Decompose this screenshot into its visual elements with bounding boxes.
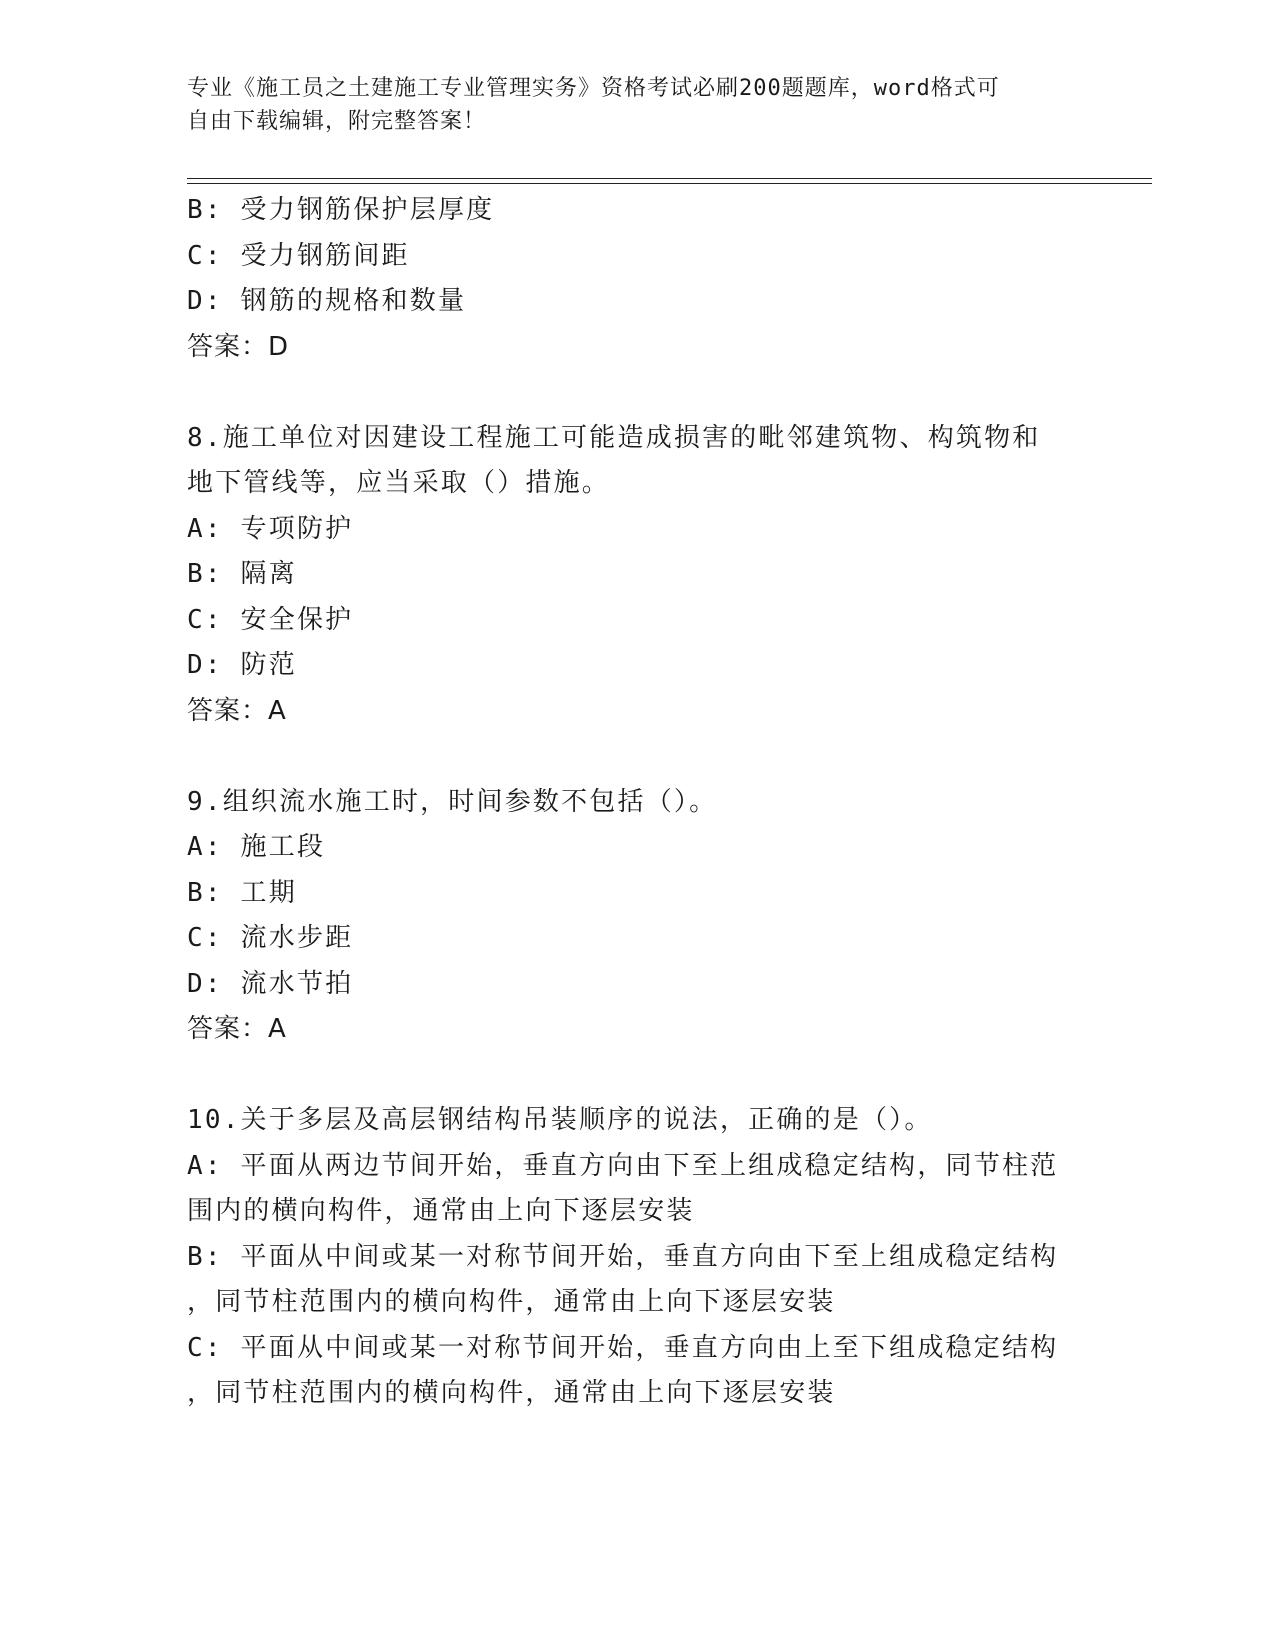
header-divider-top [187,178,1152,179]
question-8 [187,416,1087,735]
question-content [187,188,1087,1417]
option-c: C: 安全保护 [187,604,354,635]
spacer [187,370,1087,416]
question-7-tail [187,188,1087,370]
question-stem-line: 9.组织流水施工时，时间参数不包括（）。 [187,786,718,817]
header-divider-bottom [187,183,1152,184]
question-10 [187,1098,1087,1417]
answer-line: 答案：A [187,695,287,726]
answer-line: 答案：D [187,331,290,362]
option-a: A: 专项防护 [187,513,354,544]
option-c: C: 受力钢筋间距 [187,240,410,271]
option-c: C: 平面从中间或某一对称节间开始，垂直方向由上至下组成稳定结构 [187,1332,1059,1363]
option-b-continued: ，同节柱范围内的横向构件，通常由上向下逐层安装 [187,1287,836,1317]
question-9 [187,780,1087,1053]
option-d: D: 防范 [187,650,297,680]
spacer [187,734,1087,780]
option-d: D: 流水节拍 [187,968,354,999]
answer-line: 答案：A [187,1014,287,1044]
document-header [187,72,1067,138]
option-b: B: 工期 [187,877,297,908]
header-line-1: 专业《施工员之土建施工专业管理实务》资格考试必刷200题题库，word格式可 [187,76,1000,101]
option-c: C: 流水步距 [187,923,354,953]
question-stem-line: 10.关于多层及高层钢结构吊装顺序的说法，正确的是（）。 [187,1105,933,1135]
question-stem-line: 地下管线等，应当采取（）措施。 [187,468,611,498]
option-b: B: 受力钢筋保护层厚度 [187,195,495,225]
option-b: B: 平面从中间或某一对称节间开始，垂直方向由下至上组成稳定结构 [187,1241,1059,1272]
option-d: D: 钢筋的规格和数量 [187,286,467,316]
spacer [187,1053,1087,1099]
option-b: B: 隔离 [187,559,297,589]
option-a: A: 平面从两边节间开始，垂直方向由下至上组成稳定结构，同节柱范 [187,1150,1059,1181]
option-a-continued: 围内的横向构件，通常由上向下逐层安装 [187,1196,695,1226]
question-stem-line: 8.施工单位对因建设工程施工可能造成损害的毗邻建筑物、构筑物和 [187,422,1041,453]
option-a: A: 施工段 [187,832,326,862]
option-c-continued: ，同节柱范围内的横向构件，通常由上向下逐层安装 [187,1378,836,1408]
header-line-2: 自由下载编辑，附完整答案！ [187,109,487,134]
